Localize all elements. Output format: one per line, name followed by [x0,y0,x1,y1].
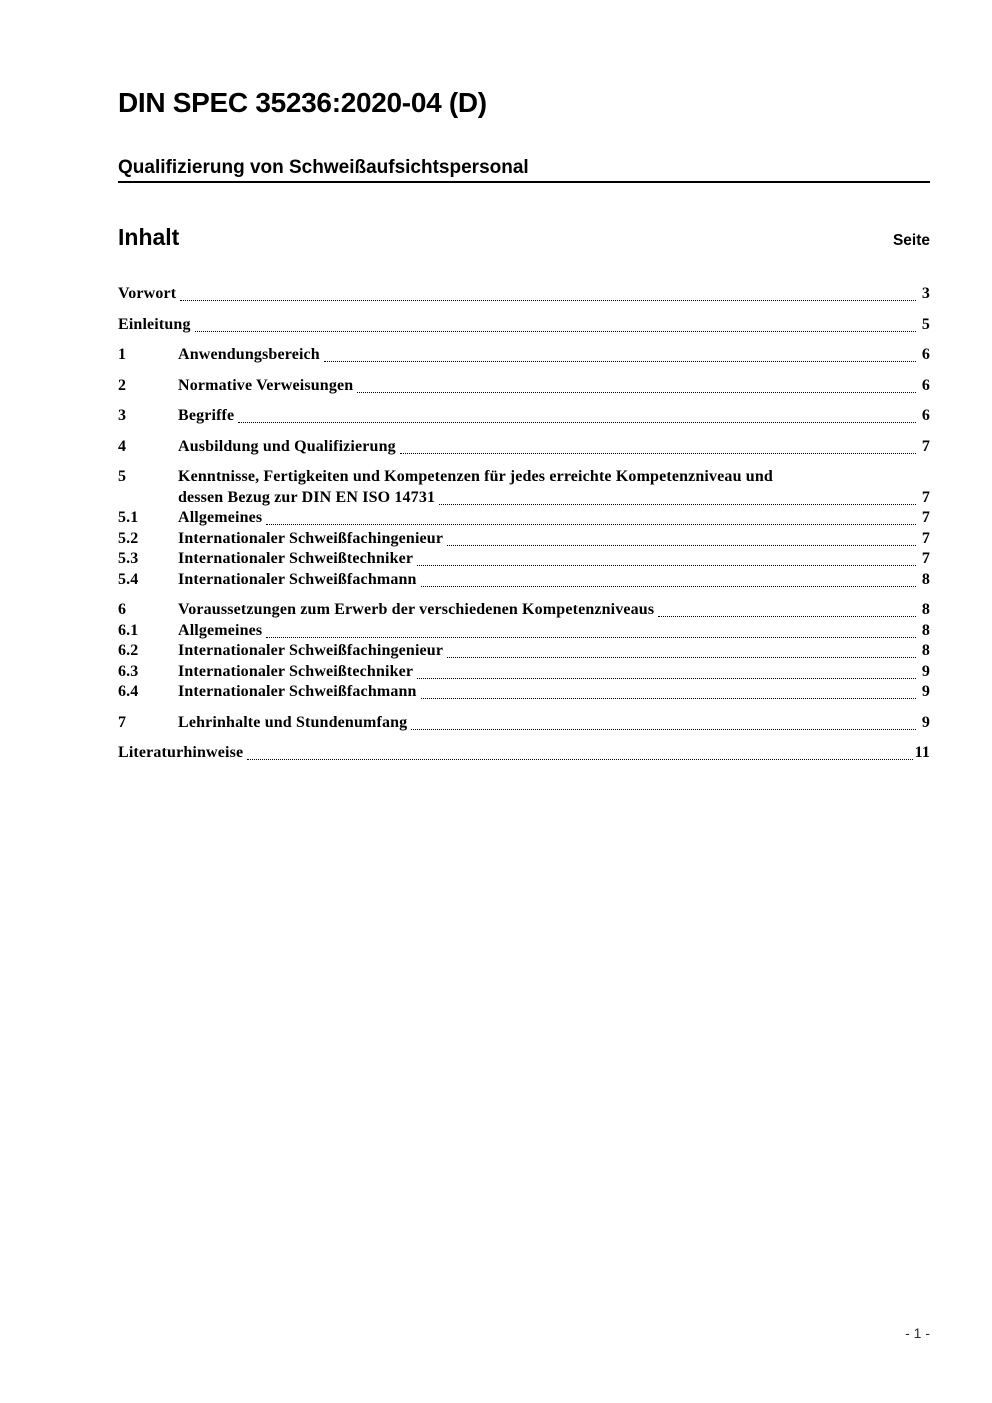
toc-entry-page: 9 [921,683,930,700]
toc-entry-6-2[interactable] [118,641,930,662]
toc-entry-number: 3 [118,407,127,424]
subtitle-rule [118,156,930,183]
toc-entry-page: 6 [921,346,930,363]
dot-leader [247,759,912,760]
dot-leader [658,616,916,617]
toc-entry-6-4[interactable] [118,682,930,703]
dot-leader [421,586,916,587]
toc-entry-title: Einleitung [118,315,191,333]
dot-leader [357,392,916,393]
toc-entry-page: 3 [921,285,930,302]
toc-entry-page: 8 [921,570,930,588]
dot-leader [439,504,916,505]
toc-entry-title: Anwendungsbereich [178,346,320,363]
toc-entry-title: Begriffe [178,407,235,424]
toc-entry-6[interactable] [118,600,930,621]
dot-leader [411,729,916,730]
dot-leader [180,300,916,301]
toc-entry-5-continuation[interactable] [118,488,930,509]
toc-entry-number: 6.4 [118,683,139,700]
toc-entry-number: 5.4 [118,570,139,588]
toc-entry-5-4[interactable] [118,570,930,591]
dot-leader [417,678,916,679]
dot-leader [417,565,916,566]
toc-entry-title: Normative Verweisungen [178,376,354,394]
toc-entry-number: 4 [118,437,127,455]
toc-entry-number: 7 [118,713,127,731]
dot-leader [400,453,916,454]
toc-entry-title: Internationaler Schweißfachingenieur [178,642,444,659]
toc-entry-page: 7 [921,509,930,526]
dot-leader [421,698,916,699]
toc-entry-page: 6 [921,407,930,424]
toc-entry-1[interactable] [118,345,930,366]
toc-entry-title: Internationaler Schweißfachmann [178,570,417,588]
toc-entry-4[interactable] [118,437,930,458]
toc-entry-page: 6 [921,376,930,394]
toc-header-row [118,224,930,251]
toc-entry-page: 8 [921,601,930,618]
toc-entry-title: Kenntnisse, Fertigkeiten und Kompetenzen für jedes erreichte Kompetenzniveau und [178,468,773,485]
toc-entry-page: 9 [921,713,930,731]
toc-page-column-label: Seite [892,232,930,249]
table-of-contents [118,284,930,764]
toc-entry-number: 6.1 [118,621,139,639]
toc-entry-number: 6.2 [118,642,139,659]
toc-entry-7[interactable] [118,713,930,734]
dot-leader [447,545,916,546]
toc-heading: Inhalt [118,224,180,250]
toc-entry-number: 5.3 [118,550,139,567]
toc-entry-title: Ausbildung und Qualifizierung [178,437,396,455]
toc-entry-literaturhinweise[interactable] [118,743,930,764]
toc-entry-number: 2 [118,376,127,394]
toc-entry-number: 5.1 [118,509,139,526]
toc-entry-title: Internationaler Schweißtechniker [178,550,414,567]
dot-leader [266,637,916,638]
document-subtitle: Qualifizierung von Schweißaufsichtspersonal [118,157,529,178]
dot-leader [266,524,916,525]
toc-entry-page: 8 [921,621,930,639]
toc-entry-title: Allgemeines [178,509,263,526]
toc-entry-vorwort[interactable] [118,284,930,305]
document-title: DIN SPEC 35236:2020-04 (D) [118,87,487,118]
toc-entry-number: 6.3 [118,662,139,680]
toc-entry-2[interactable] [118,376,930,397]
toc-entry-page: 5 [921,315,930,333]
toc-entry-title: Vorwort [118,285,177,302]
toc-entry-page: 11 [914,744,930,761]
toc-entry-page: 7 [921,550,930,567]
toc-entry-number: 6 [118,601,127,618]
toc-entry-title: Voraussetzungen zum Erwerb der verschiedenen Kompetenzniveaus [178,601,655,618]
toc-entry-number: 5 [118,468,127,485]
dot-leader [447,657,916,658]
toc-entry-title: Lehrinhalte und Stundenumfang [178,713,408,731]
toc-entry-5-2[interactable] [118,529,930,550]
toc-entry-number: 5.2 [118,529,139,547]
toc-entry-title-line2: dessen Bezug zur DIN EN ISO 14731 [178,488,436,506]
dot-leader [324,361,916,362]
toc-entry-page: 8 [921,642,930,659]
toc-entry-5[interactable] [118,467,930,488]
toc-entry-title: Internationaler Schweißfachmann [178,683,417,700]
dot-leader [238,422,916,423]
toc-entry-page: 7 [921,437,930,455]
toc-entry-5-1[interactable] [118,508,930,529]
dot-leader [195,331,916,332]
toc-entry-6-1[interactable] [118,621,930,642]
toc-entry-title: Literaturhinweise [118,744,244,761]
toc-entry-title: Internationaler Schweißtechniker [178,662,414,680]
toc-entry-5-3[interactable] [118,549,930,570]
footer-page-number: - 1 - [905,1325,930,1341]
toc-entry-3[interactable] [118,406,930,427]
toc-entry-page: 7 [921,529,930,547]
toc-entry-title: Internationaler Schweißfachingenieur [178,529,444,547]
toc-entry-einleitung[interactable] [118,315,930,336]
toc-entry-title: Allgemeines [178,621,263,639]
toc-entry-page: 9 [921,662,930,680]
toc-entry-6-3[interactable] [118,662,930,683]
toc-entry-page: 7 [921,488,930,506]
toc-entry-number: 1 [118,346,127,363]
